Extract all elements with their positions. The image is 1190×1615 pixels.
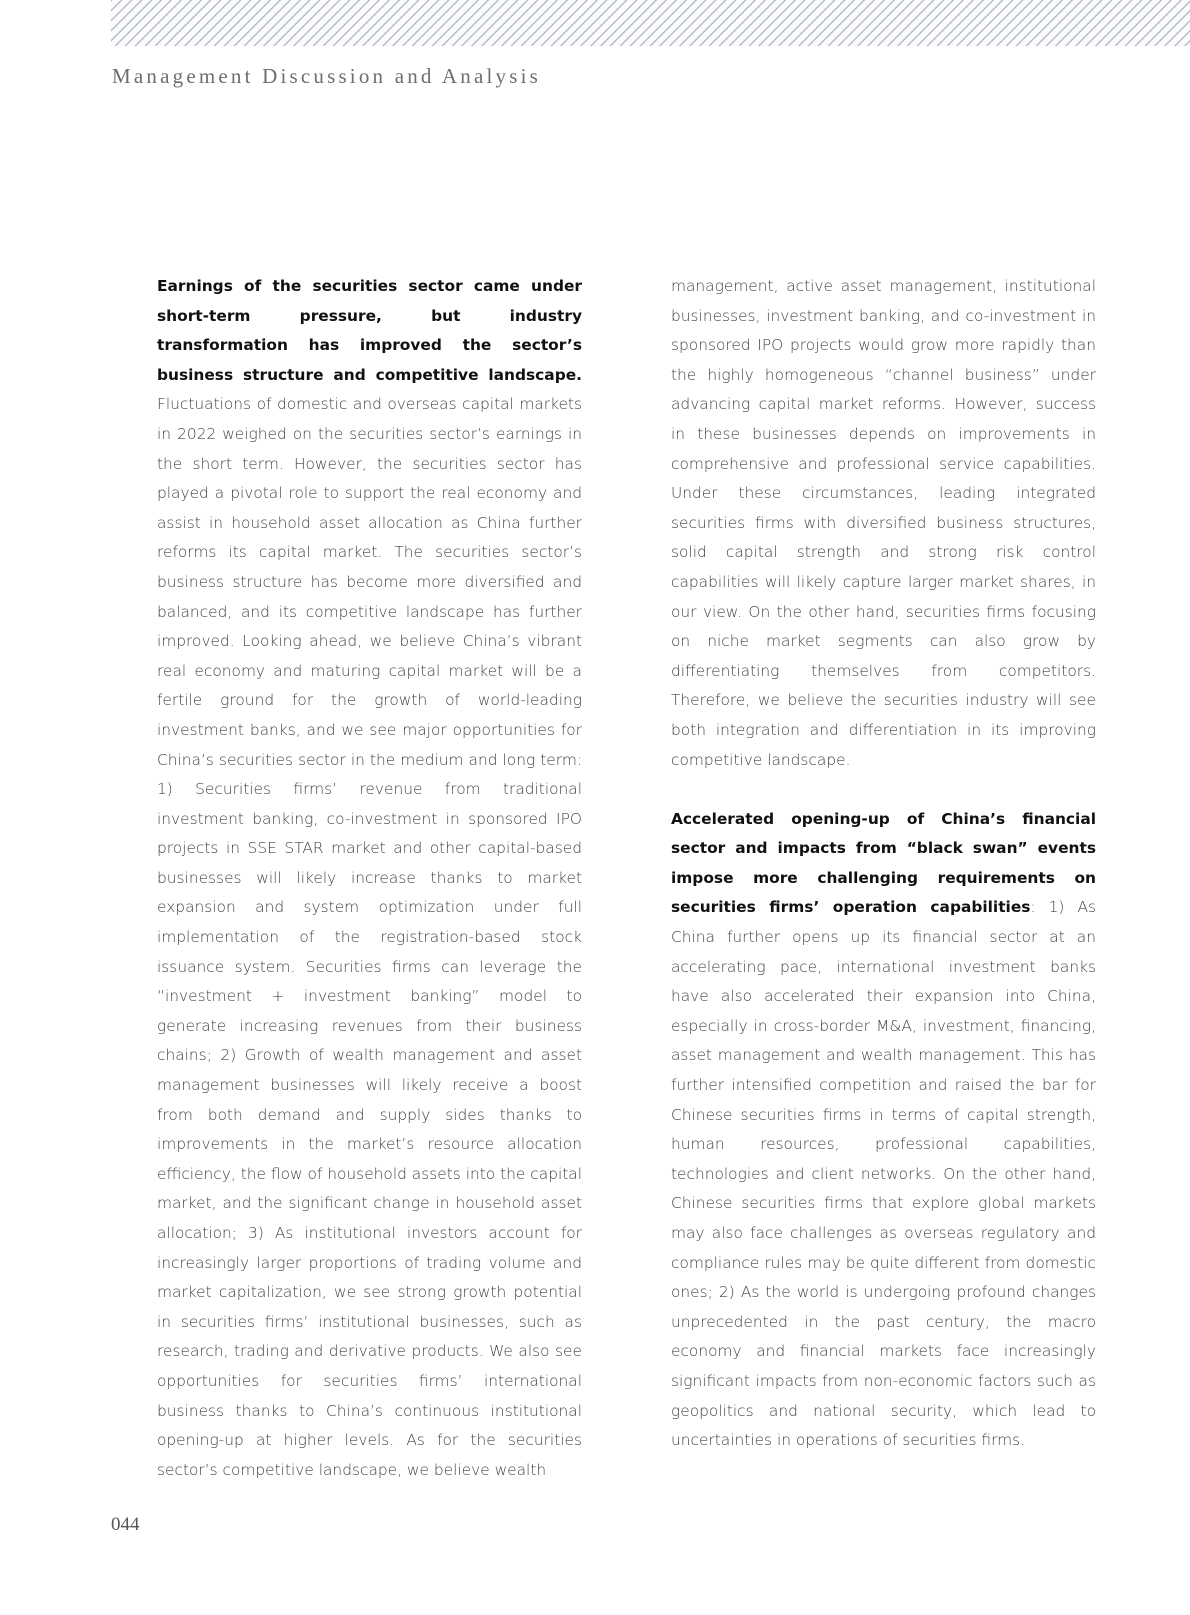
paragraph-body-text: Fluctuations of domestic and overseas capital markets in 2022 weighed on the securities sector’s earnings in the short term. However, the securities sector has played a pivotal role to support the real economy and assist in household asset allocation as China further reforms its capital market. The securities sector’s business structure has become more diversified and balanced, and its competitive landscape has further improved. Looking ahead, we believe China’s vibrant real economy and maturing capital market will be a fertile ground for the growth of world-leading investment banks, and we see major opportunities for China’s securities sector in the medium and long term: 1) Securities firms’ revenue from traditional investment banking, co-investment in sponsored IPO projects in SSE STAR market and other capital-based businesses will likely increase thanks to market expansion and system optimization under full implementation of the registration-based stock issuance system. Securities firms can leverage the “investment + investment banking” model to generate increasing revenues from their business chains; 2) Growth of wealth management and asset management businesses will likely receive a boost from both demand and supply sides thanks to improvements in the market’s resource allocation efficiency, the flow of household assets into the capital market, and the significant change in household asset allocation; 3) As institutional investors account for increasingly larger proportions of trading volume and market capitalization, we see strong growth potential in securities firms’ institutional businesses, such as research, trading and derivative products. We also see opportunities for securities firms’ international business thanks to China’s continuous institutional opening-up at higher levels. As for the securities sector’s competitive landscape, we believe wealth bbox=[157, 395, 582, 1479]
paragraph-earnings bbox=[157, 272, 582, 1485]
paragraph-body-text: management, active asset management, institutional businesses, investment banking, and co-investment in sponsored IPO projects would grow more rapidly than the highly homogeneous “channel business” under advancing capital market reforms. However, success in these businesses depends on improvements in comprehensive and professional service capabilities. Under these circumstances, leading integrated securities firms with diversified business structures, solid capital strength and strong risk control capabilities will likely capture larger market shares, in our view. On the other hand, securities firms focusing on niche market segments can also grow by differentiating themselves from competitors. Therefore, we believe the securities industry will see both integration and differentiation in its improving competitive landscape. bbox=[671, 277, 1096, 769]
paragraph-opening-up bbox=[671, 805, 1096, 1456]
paragraph-body-text: : 1) As China further opens up its financial sector at an accelerating pace, international investment banks have also accelerated their expansion into China, especially in cross-border M&A, investment, financing, asset management and wealth management. This has further intensified competition and raised the bar for Chinese securities firms in terms of capital strength, human resources, professional capabilities, technologies and client networks. On the other hand, Chinese securities firms that explore global markets may also face challenges as overseas regulatory and compliance rules may be quite different from domestic ones; 2) As the world is undergoing profound changes unprecedented in the past century, the macro economy and financial markets face increasingly significant impacts from non-economic factors such as geopolitics and national security, which lead to uncertainties in operations of securities firms. bbox=[671, 898, 1096, 1450]
paragraph-lead-heading: Accelerated opening-up of China’s financial sector and impacts from “black swan” events impose more challenging requirements on securities firms’ operation capabilities bbox=[671, 809, 1096, 917]
section-title: Management Discussion and Analysis bbox=[112, 64, 542, 88]
left-text-column bbox=[157, 272, 582, 1485]
paragraph-lead-heading: Earnings of the securities sector came under short-term pressure, but industry transformation has improved the sector’s business structure and competitive landscape. bbox=[157, 277, 582, 384]
paragraph-continuation bbox=[671, 272, 1096, 775]
right-text-column bbox=[671, 272, 1096, 1456]
decorative-hatch-band bbox=[111, 0, 1190, 46]
page-number: 044 bbox=[111, 1514, 140, 1535]
